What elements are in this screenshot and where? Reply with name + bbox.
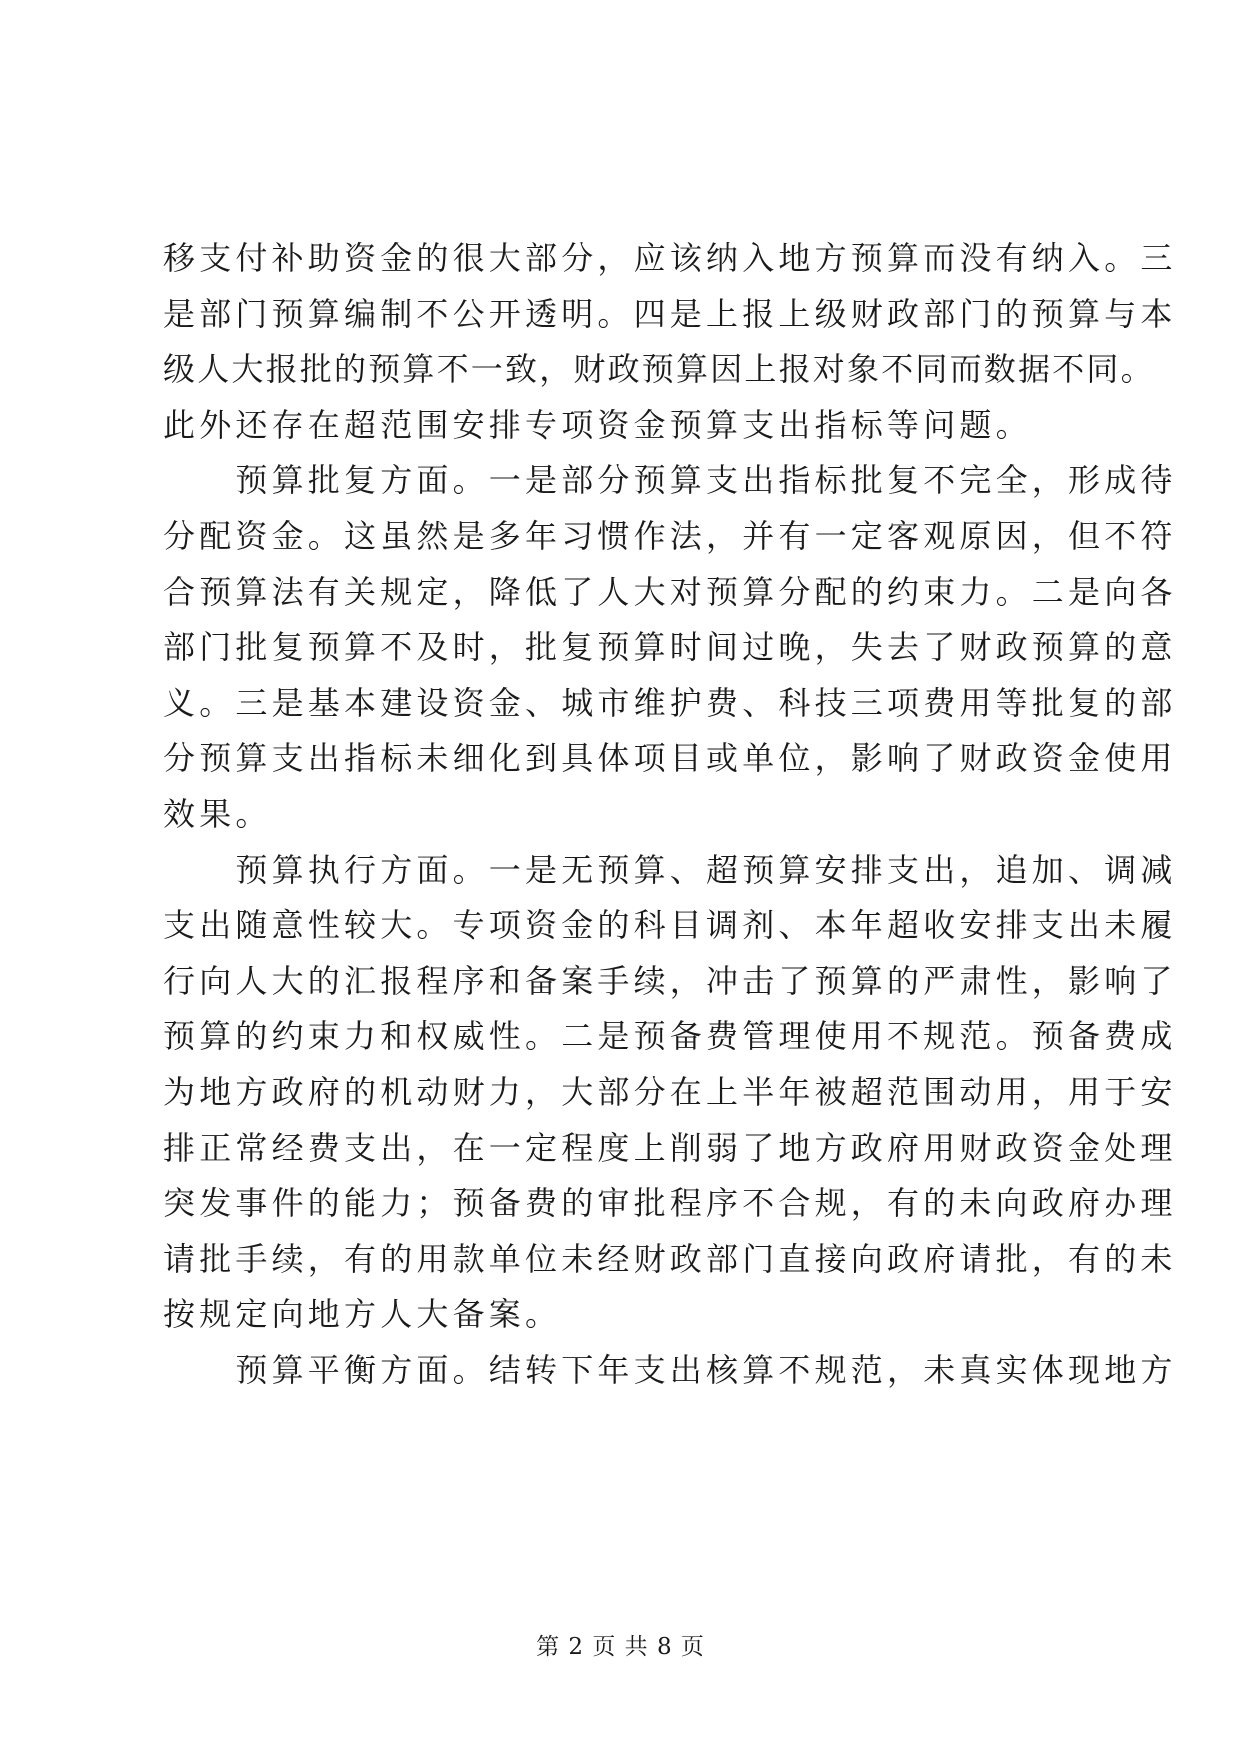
text-line: 排正常经费支出，在一定程度上削弱了地方政府用财政资金处理 — [163, 1128, 1177, 1167]
text-line: 为地方政府的机动财力，大部分在上半年被超范围动用，用于安 — [163, 1072, 1177, 1111]
page-footer: 第 2 页 共 8 页 — [536, 1634, 705, 1660]
text-line: 级人大报批的预算不一致，财政预算因上报对象不同而数据不同。 — [163, 350, 1155, 389]
document-body — [163, 231, 1177, 1398]
text-line: 此外还存在超范围安排专项资金预算支出指标等问题。 — [163, 405, 1032, 444]
text-line: 义。三是基本建设资金、城市维护费、科技三项费用等批复的部 — [163, 683, 1177, 722]
text-line: 效果。 — [163, 794, 272, 833]
text-line: 合预算法有关规定，降低了人大对预算分配的约束力。二是向各 — [163, 572, 1177, 611]
text-line: 部门批复预算不及时，批复预算时间过晚，失去了财政预算的意 — [163, 628, 1177, 667]
text-line: 预算平衡方面。结转下年支出核算不规范，未真实体现地方 — [163, 1350, 1177, 1389]
paragraph-2 — [163, 453, 1177, 842]
text-line: 突发事件的能力；预备费的审批程序不合规，有的未向政府办理 — [163, 1184, 1177, 1223]
text-line: 请批手续，有的用款单位未经财政部门直接向政府请批，有的未 — [163, 1239, 1177, 1278]
text-line: 预算批复方面。一是部分预算支出指标批复不完全，形成待 — [163, 461, 1177, 500]
text-line: 移支付补助资金的很大部分，应该纳入地方预算而没有纳入。三 — [163, 239, 1177, 277]
paragraph-4 — [163, 1343, 1177, 1399]
text-line: 是部门预算编制不公开透明。四是上报上级财政部门的预算与本 — [163, 294, 1177, 333]
text-line: 按规定向地方人大备案。 — [163, 1295, 562, 1334]
paragraph-3 — [163, 843, 1177, 1343]
text-line: 分配资金。这虽然是多年习惯作法，并有一定客观原因，但不符 — [163, 516, 1177, 555]
text-line: 支出随意性较大。专项资金的科目调剂、本年超收安排支出未履 — [163, 906, 1177, 945]
text-line: 分预算支出指标未细化到具体项目或单位，影响了财政资金使用 — [163, 739, 1177, 778]
text-line: 行向人大的汇报程序和备案手续，冲击了预算的严肃性，影响了 — [163, 961, 1177, 1000]
paragraph-1 — [163, 231, 1177, 453]
text-line: 预算的约束力和权威性。二是预备费管理使用不规范。预备费成 — [163, 1017, 1177, 1056]
text-line: 预算执行方面。一是无预算、超预算安排支出，追加、调减 — [163, 850, 1177, 889]
